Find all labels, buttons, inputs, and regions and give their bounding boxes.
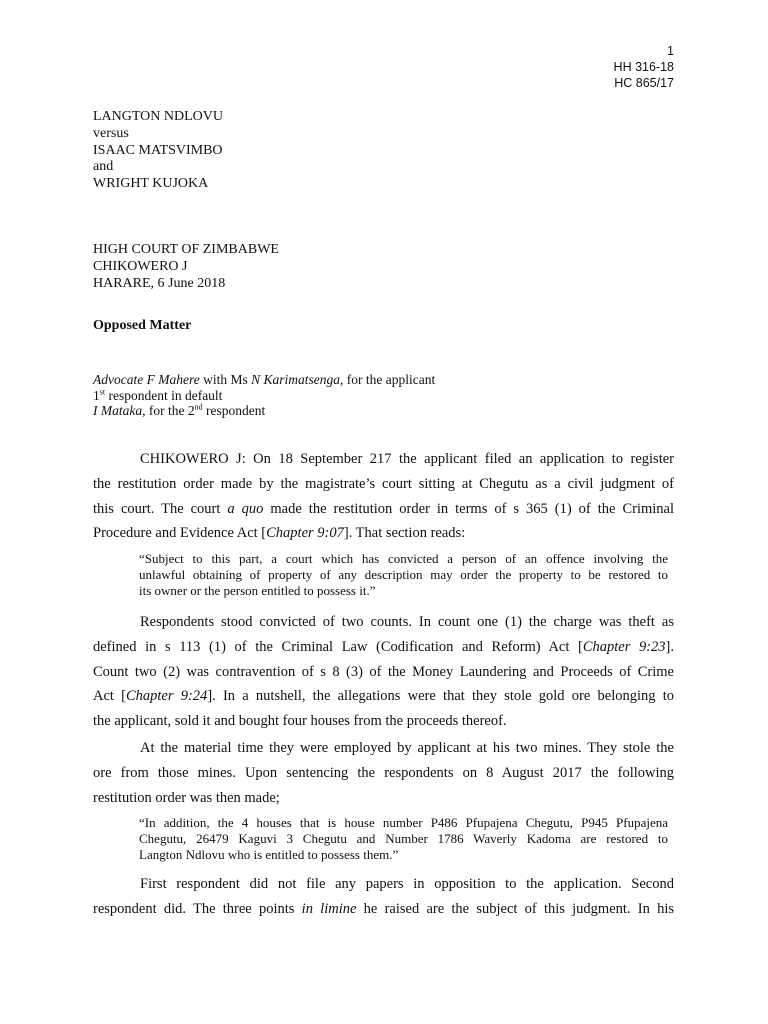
paragraph-1: [93, 447, 674, 546]
first-respondent-name: ISAAC MATSVIMBO: [93, 142, 223, 158]
para2-line: the applicant, sold it and bought four houses from the proceeds thereof.: [93, 713, 507, 730]
quote2-line: “In addition, the 4 houses that is house number P486 Pfupajena Chegutu, P945 Pfupajena: [139, 815, 668, 830]
page-number: 1: [667, 44, 674, 58]
quote-restitution-order: [139, 815, 668, 863]
quote2-line: Chegutu, 26479 Kaguvi 3 Chegutu and Number 1786 Waverly Kadoma are restored to: [139, 831, 668, 846]
page-header: [614, 43, 674, 91]
parties-block: [93, 109, 223, 193]
para1-line: the restitution order made by the magistrate’s court sitting at Chegutu as a civil judgment of: [93, 475, 674, 492]
paragraph-2: [93, 610, 674, 734]
para2-line: Count two (2) was contravention of s 8 (3) of the Money Laundering and Proceeds of Crime: [93, 663, 674, 680]
para1-line: this court. The court a quo made the restitution order in terms of s 365 (1) of the Criminal: [93, 500, 674, 517]
court-block: [93, 242, 279, 292]
and-label: and: [93, 159, 114, 175]
paragraph-4: [93, 872, 674, 922]
place-date: HARARE, 6 June 2018: [93, 275, 226, 291]
para1-line: CHIKOWERO J: On 18 September 217 the applicant filed an application to register: [140, 451, 674, 467]
para4-line: respondent did. The three points in limine he raised are the subject of this judgment. In his: [93, 900, 674, 917]
case-number: HC 865/17: [614, 76, 674, 90]
para4-line: First respondent did not file any papers in opposition to the application. Second: [140, 876, 674, 892]
judgment-number: HH 316-18: [613, 60, 674, 74]
court-name: HIGH COURT OF ZIMBABWE: [93, 242, 279, 257]
para3-line: At the material time they were employed by applicant at his two mines. They stole the: [140, 740, 674, 756]
versus-label: versus: [93, 125, 129, 141]
para1-line: Procedure and Evidence Act [Chapter 9:07]. That section reads:: [93, 525, 466, 542]
counsel-block: [93, 372, 435, 419]
quote1-line: its owner or the person entitled to possess it.”: [139, 583, 376, 598]
para2-line: Respondents stood convicted of two counts. In count one (1) the charge was theft as: [140, 614, 674, 630]
para2-line: Act [Chapter 9:24]. In a nutshell, the allegations were that they stole gold ore belonging to: [93, 688, 674, 705]
para2-line: defined in s 113 (1) of the Criminal Law (Codification and Reform) Act [Chapter 9:23].: [93, 638, 674, 655]
second-respondent-name: WRIGHT KUJOKA: [93, 176, 209, 192]
matter-type: Opposed Matter: [93, 318, 192, 333]
paragraph-3: [93, 736, 674, 810]
counsel-first-respondent: 1st respondent in default: [93, 387, 223, 403]
counsel-applicant: Advocate F Mahere with Ms N Karimatsenga, for the applicant: [93, 372, 436, 387]
quote2-line: Langton Ndlovu who is entitled to possess them.”: [139, 847, 399, 862]
para3-line: ore from those mines. Upon sentencing the respondents on 8 August 2017 the following: [93, 764, 674, 781]
quote1-line: “Subject to this part, a court which has convicted a person of an offence involving the: [139, 551, 668, 566]
quote1-line: unlawful obtaining of property of any description may order the property to be restored to: [139, 567, 668, 582]
counsel-second-respondent: I Mataka, for the 2nd respondent: [93, 402, 266, 418]
applicant-name: LANGTON NDLOVU: [93, 109, 224, 124]
judge-name: CHIKOWERO J: [93, 258, 188, 274]
para3-line: restitution order was then made;: [93, 789, 280, 806]
quote-statute: [139, 551, 668, 599]
